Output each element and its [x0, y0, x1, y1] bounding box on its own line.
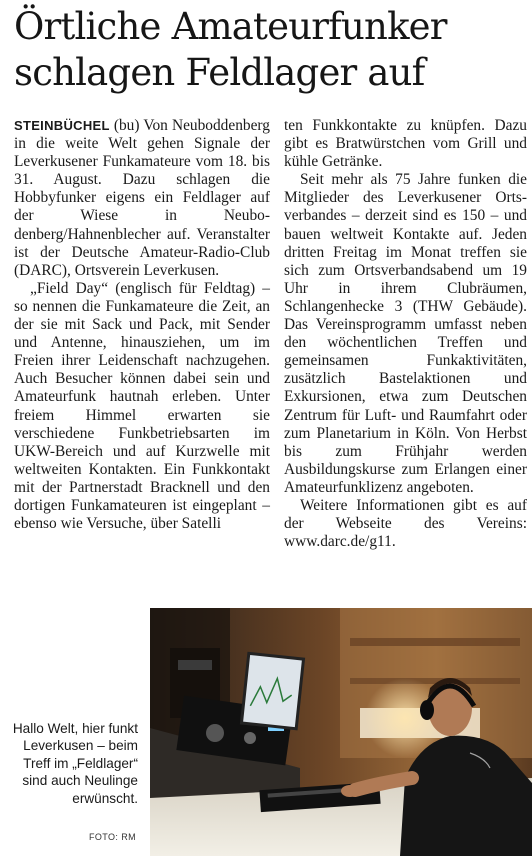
headline [14, 4, 524, 96]
photo-credit: FOTO: RM [88, 832, 136, 842]
paragraph: ten Funkkontakte zu knüpfen. Dazu gibt es Bratwürstchen vom Grill und kühle Getränke. [284, 117, 527, 171]
paragraph [14, 117, 270, 280]
paragraph: „Field Day“ (englisch für Feldtag) – so nennen die Funkamateure die Zeit, an der sie mit Sack und Pack, mit Sender und Antenne, hinausziehen, um im Freien ihrer Leidenschaft nachzugehen. Auch Besucher können dabei sein und Amateurfunk hautnah erleben. Unter freiem Himmel erwarten sie verschiedene Funkbetriebsarten im UKW-Bereich und auf Kurzwelle mit weltweiten Kontakten. Ein Funkkontakt mit der Partnerstadt Bracknell und den dortigen Funkamateuren ist eingeplant – ebenso wie Versuche, über Satelli [14, 279, 270, 533]
paragraph: Seit mehr als 75 Jahre funken die Mitglieder des Leverkusener Ortsverbandes – derzeit sind es 150 – und bauen weltweit Kontakte auf. Jeden dritten Freitag im Monat treffen sie sich zum Ortsverbandsabend um 19 Uhr in ihrem Clubräumen, Schlangenhecke 3 (THW Gebäude). Das Vereinsprogramm umfasst neben den wöchentlichen Treffen und gemeinsamen Funkaktivitäten, zusätzlich Bastelaktionen und Exkursionen, etwa zum Deutschen Zentrum für Luft- und Raumfahrt oder zum Planetarium in Köln. Von Herbst bis zum Frühjahr werden Ausbildungskurse zum Erlangen einer Amateurfunklizenz angeboten. [284, 171, 527, 496]
paragraph-text: (bu) Von Neuboddenberg in die weite Welt gehen Signale der Leverkusener Funkamateure vom 18. bis 31. August. Dazu schlagen die Hobbyfunker eigens ein Feldlager auf der Wiese in Neubodenberg/Hahnenblecher auf. Veranstalter ist der Deutsche Amateur-Radio-Club (DARC), Ortsverein Leverkusen. [14, 117, 270, 279]
photo-caption: Hallo Welt, hier funkt Leverkusen – beim Treff im „Feldlager“ sind auch Neulinge erwünscht. [12, 721, 138, 806]
article-photo [150, 608, 532, 856]
headline-line-2: schlagen Feldlager auf [14, 51, 425, 94]
photo-radio-operator [150, 608, 532, 856]
article-column-left [14, 117, 270, 533]
dateline: STEINBÜCHEL [14, 118, 110, 133]
paragraph: Weitere Informationen gibt es auf der Webseite des Vereins: www.darc.de/g11. [284, 496, 527, 551]
headline-line-1: Örtliche Amateurfunker [14, 5, 447, 48]
article-column-right [284, 117, 527, 551]
